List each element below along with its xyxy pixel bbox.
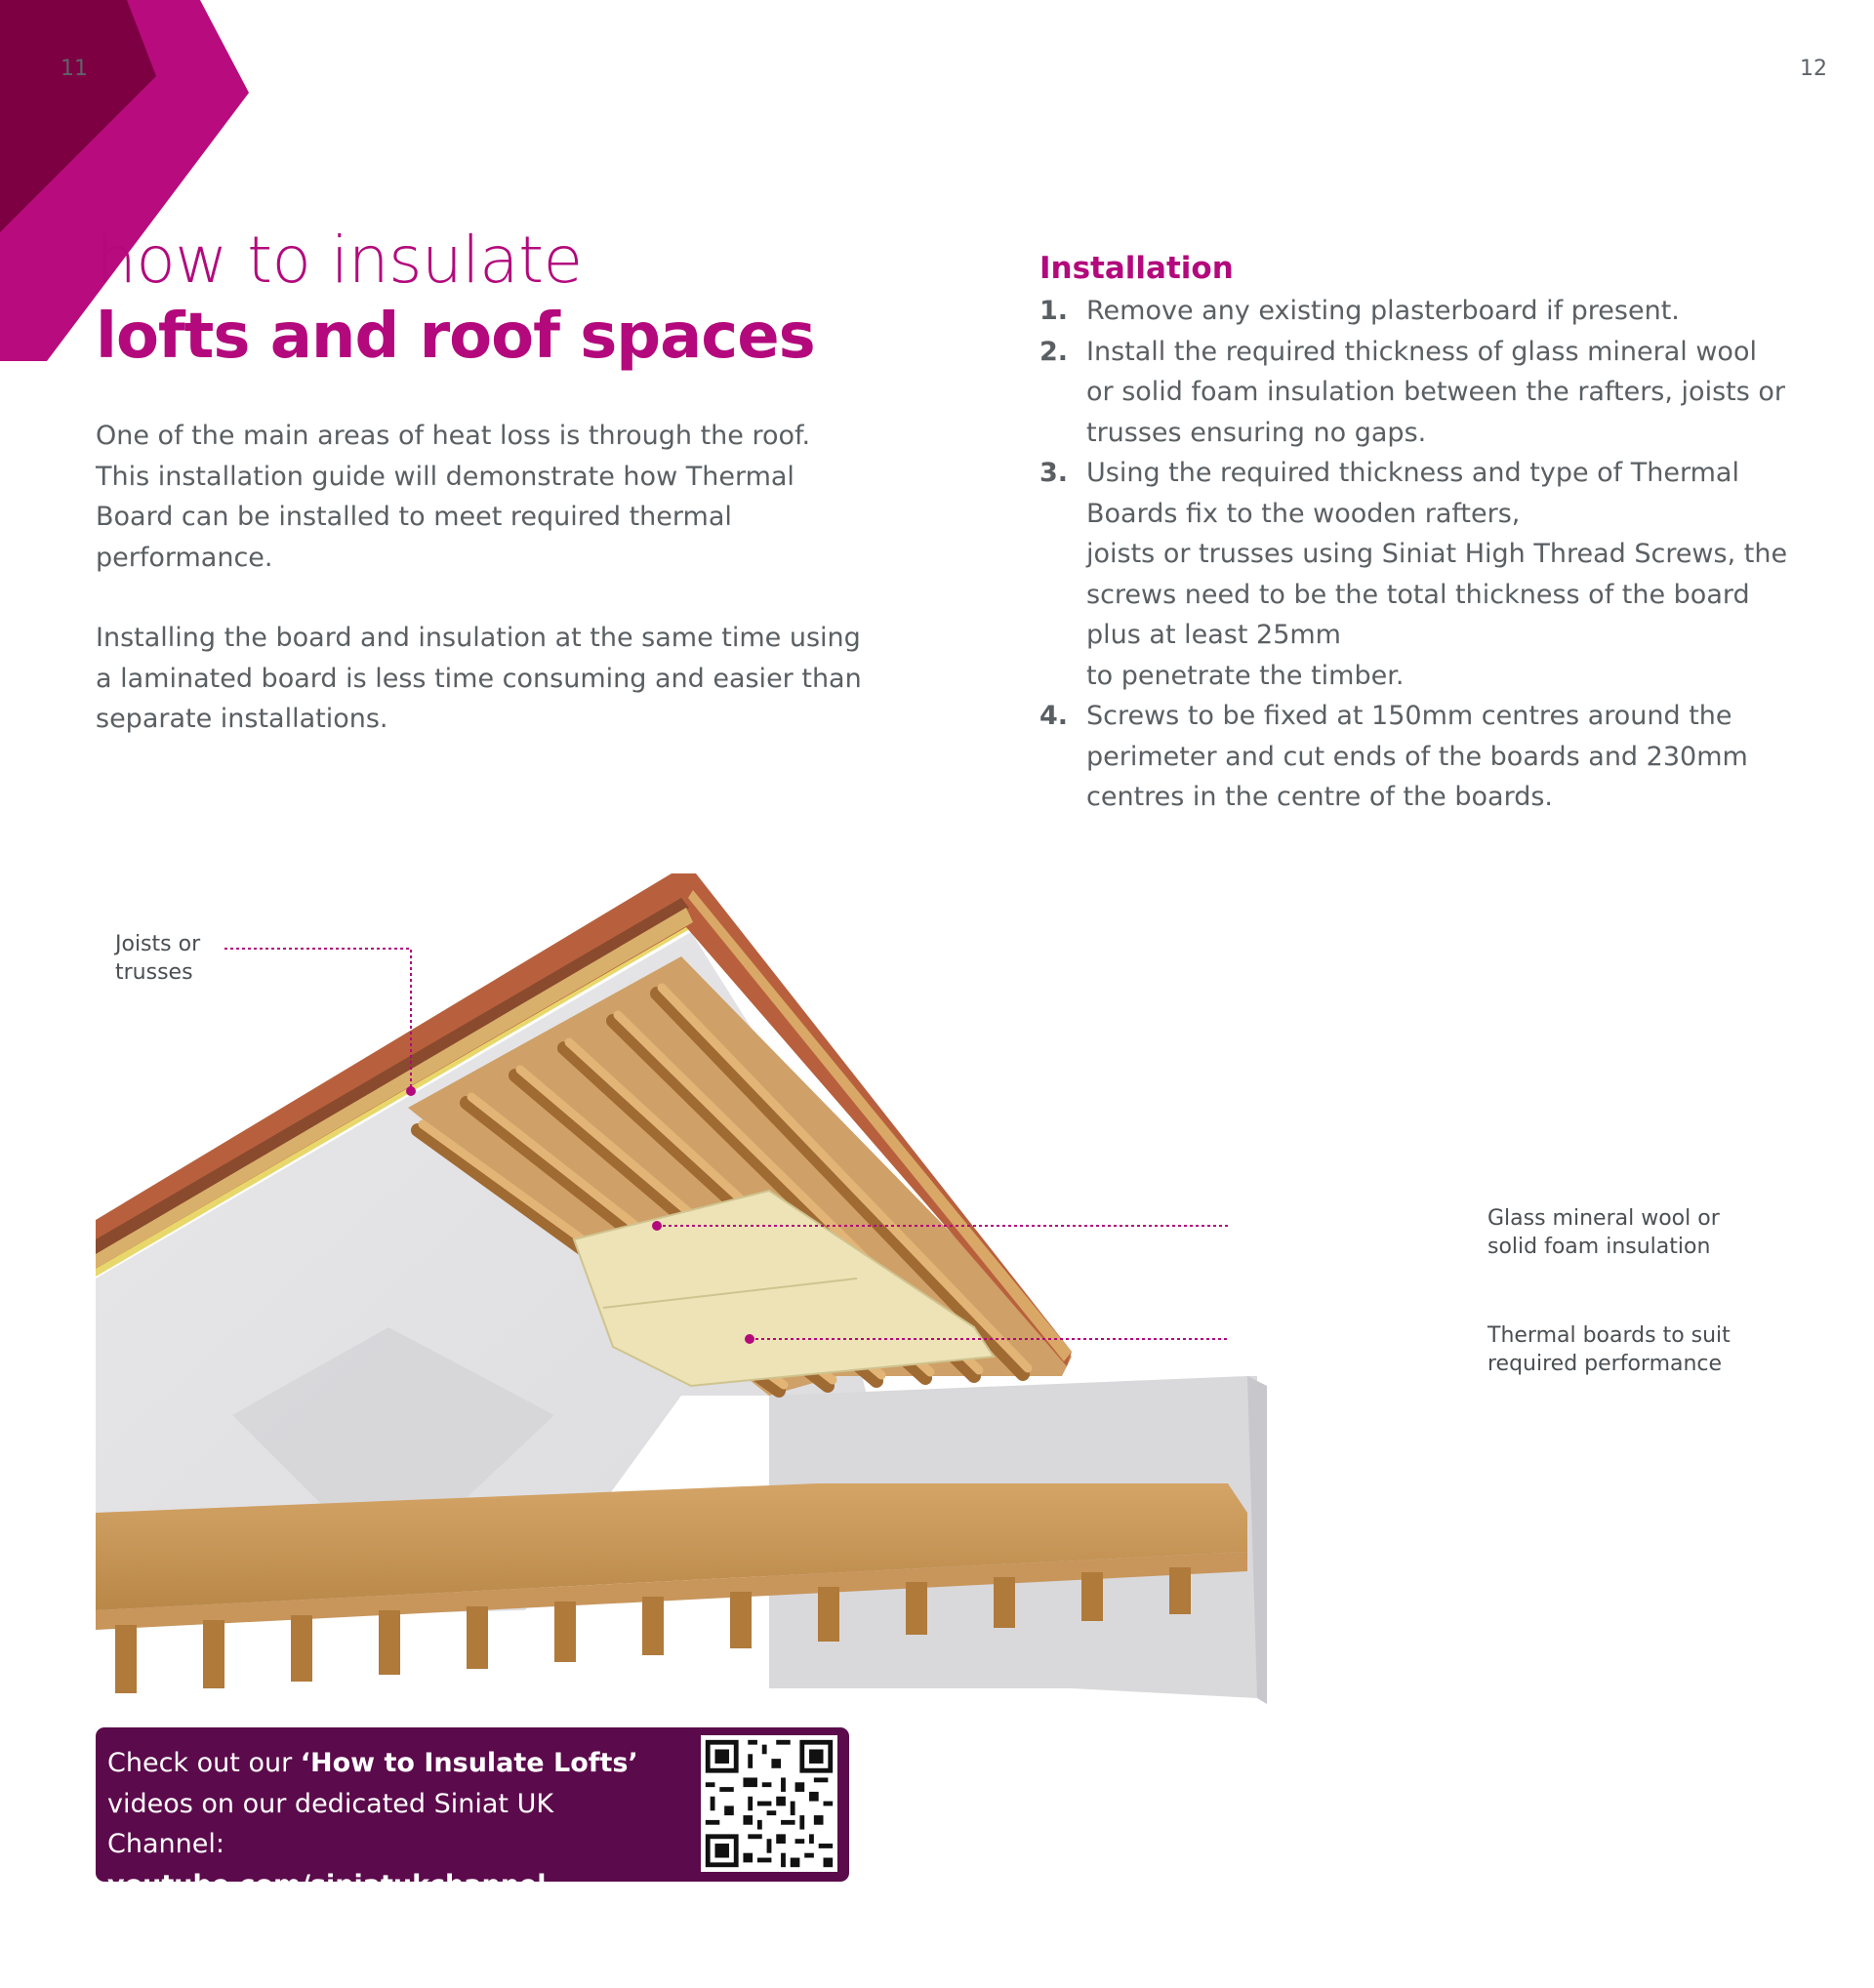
page-number-left: 11 [61, 57, 88, 81]
page-title-line-1: how to insulate [96, 223, 583, 298]
page-number-right: 12 [1800, 57, 1827, 81]
step-text: Remove any existing plasterboard if present. [1086, 296, 1680, 326]
qr-code-icon[interactable] [701, 1735, 837, 1872]
callout-boards-line-1: Thermal boards to suit [1487, 1323, 1731, 1348]
banner-url-link[interactable]: youtube.com/siniatukchannel [107, 1869, 547, 1900]
callout-insulation [1487, 1204, 1720, 1261]
banner-text [107, 1743, 654, 1905]
step-text: Screws to be fixed at 150mm centres around the perimeter and cut ends of the boards and 230mm centres in the centre of the boards. [1086, 701, 1748, 812]
step-number: 3. [1039, 458, 1069, 488]
callout-joists-line-1: Joists or [115, 932, 201, 956]
installation-step [1039, 696, 1791, 818]
installation-step [1039, 291, 1791, 332]
step-text-line: Using the required thickness and type of Thermal Boards fix to the wooden rafters, [1086, 458, 1739, 529]
callout-thermal-boards [1487, 1321, 1731, 1378]
banner-highlight: ‘How to Insulate Lofts’ [300, 1748, 638, 1778]
youtube-banner [96, 1727, 849, 1900]
callout-boards-line-2: required performance [1487, 1352, 1723, 1376]
installation-heading: Installation [1039, 251, 1234, 286]
intro-paragraph-1: One of the main areas of heat loss is through the roof. This installation guide will demonstrate how Thermal Board can be installed to meet required thermal performance. [96, 421, 811, 573]
step-number: 4. [1039, 701, 1069, 731]
callout-joists-line-2: trusses [115, 960, 193, 985]
banner-line-2: videos on our dedicated Siniat UK Channel: [107, 1788, 554, 1859]
callout-joists [115, 930, 200, 987]
step-number: 1. [1039, 296, 1069, 326]
installation-step [1039, 453, 1791, 696]
loft-illustration [96, 869, 1286, 1727]
step-text-line: joists or trusses using Siniat High Thread Screws, the screws need to be the total thickness of the board plus at least 25mm [1086, 539, 1788, 650]
installation-steps [1039, 291, 1791, 818]
callout-insulation-line-1: Glass mineral wool or [1487, 1206, 1720, 1231]
page-title-line-2: lofts and roof spaces [96, 301, 815, 373]
step-text: Install the required thickness of glass mineral wool or solid foam insulation between the rafters, joists or trusses ensuring no gaps. [1086, 336, 1785, 448]
installation-step [1039, 332, 1791, 454]
intro-paragraph-2: Installing the board and insulation at the same time using a laminated board is less time consuming and easier than separate installations. [96, 623, 862, 734]
step-text-line: to penetrate the timber. [1086, 660, 1405, 691]
callout-insulation-line-2: solid foam insulation [1487, 1235, 1711, 1259]
banner-prefix: Check out our [107, 1748, 301, 1778]
step-number: 2. [1039, 336, 1069, 367]
